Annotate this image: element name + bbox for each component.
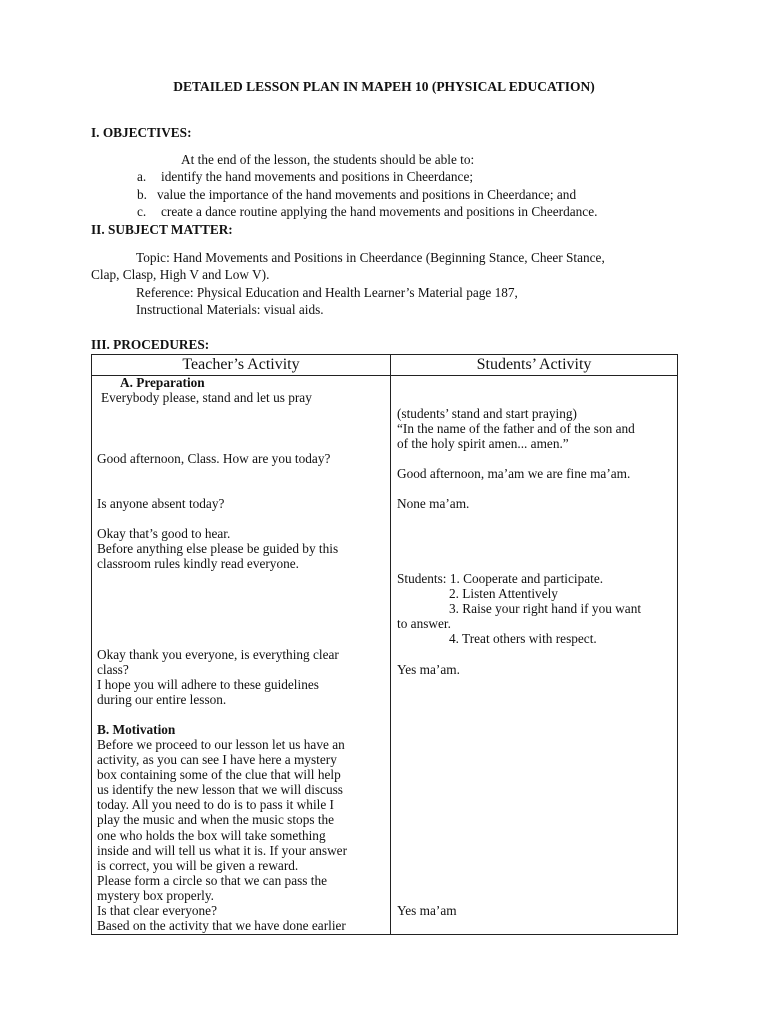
objectives-intro: At the end of the lesson, the students should be able to: — [181, 152, 475, 167]
objective-item-c: create a dance routine applying the hand movements and positions in Cheerdance. — [161, 204, 598, 219]
teacher-adhere-1: I hope you will adhere to these guidelines — [97, 677, 319, 692]
teacher-rules-1: Before anything else please be guided by this — [97, 541, 339, 556]
motivation-line: Before we proceed to our lesson let us have an — [97, 737, 345, 752]
students-rules-2: 2. Listen Attentively — [449, 586, 558, 601]
motivation-line: us identify the new lesson that we will discuss — [97, 782, 343, 797]
motivation-line: mystery box properly. — [97, 888, 214, 903]
teacher-adhere-2: during our entire lesson. — [97, 692, 227, 707]
students-absent-reply: None ma’am. — [397, 496, 470, 511]
objectives-heading: I. OBJECTIVES: — [91, 125, 192, 140]
motivation-line: Please form a circle so that we can pass the — [97, 873, 328, 888]
students-rules-3b: to answer. — [397, 616, 451, 631]
motivation-line: today. All you need to do is to pass it while I — [97, 797, 334, 812]
teacher-absent: Is anyone absent today? — [97, 496, 225, 511]
students-rules-4: 4. Treat others with respect. — [449, 631, 597, 646]
teacher-good-to-hear: Okay that’s good to hear. — [97, 526, 231, 541]
topic-line-2: Clap, Clasp, High V and Low V). — [91, 267, 270, 282]
materials-line: Instructional Materials: visual aids. — [136, 302, 324, 317]
motivation-line: inside and will tell us what it is. If your answer — [97, 843, 348, 858]
objective-marker-b: b. — [137, 187, 147, 202]
students-column-header: Students’ Activity — [476, 356, 592, 373]
objective-item-a: identify the hand movements and positions in Cheerdance; — [161, 169, 474, 184]
motivation-line: play the music and when the music stops the — [97, 812, 335, 827]
motivation-line: Based on the activity that we have done earlier — [97, 918, 346, 933]
topic-line-1: Topic: Hand Movements and Positions in Cheerdance (Beginning Stance, Cheer Stance, — [136, 250, 605, 265]
procedures-heading: III. PROCEDURES: — [91, 337, 210, 352]
teacher-column-header: Teacher’s Activity — [182, 356, 300, 373]
teacher-pray: Everybody please, stand and let us pray — [101, 390, 312, 405]
students-rules-1: Students: 1. Cooperate and participate. — [397, 571, 604, 586]
motivation-line: box containing some of the clue that will help — [97, 767, 341, 782]
motivation-line: activity, as you can see I have here a mystery — [97, 752, 337, 767]
students-rules-3: 3. Raise your right hand if you want — [449, 601, 642, 616]
students-praying-3: of the holy spirit amen... amen.” — [397, 436, 569, 451]
motivation-heading: B. Motivation — [97, 722, 176, 737]
students-praying-1: (students’ stand and start praying) — [397, 406, 577, 421]
students-praying-2: “In the name of the father and of the son and — [397, 421, 635, 436]
teacher-clear-1: Okay thank you everyone, is everything clear — [97, 647, 339, 662]
objective-item-b: value the importance of the hand movements and positions in Cheerdance; and — [157, 187, 577, 202]
objective-marker-c: c. — [137, 204, 147, 219]
students-greeting-reply: Good afternoon, ma’am we are fine ma’am. — [397, 466, 631, 481]
students-motivation-reply: Yes ma’am — [397, 903, 457, 918]
teacher-rules-2: classroom rules kindly read everyone. — [97, 556, 299, 571]
preparation-heading: A. Preparation — [120, 375, 205, 390]
column-divider — [390, 355, 391, 934]
document-title: DETAILED LESSON PLAN IN MAPEH 10 (PHYSICAL EDUCATION) — [173, 79, 595, 94]
objective-marker-a: a. — [137, 169, 147, 184]
motivation-line: is correct, you will be given a reward. — [97, 858, 299, 873]
subject-matter-heading: II. SUBJECT MATTER: — [91, 222, 233, 237]
procedures-table — [91, 354, 678, 935]
students-clear-reply: Yes ma’am. — [397, 662, 460, 677]
teacher-clear-2: class? — [97, 662, 129, 677]
motivation-line: Is that clear everyone? — [97, 903, 217, 918]
reference-line: Reference: Physical Education and Health Learner’s Material page 187, — [136, 285, 518, 300]
motivation-line: one who holds the box will take something — [97, 828, 326, 843]
teacher-greeting: Good afternoon, Class. How are you today? — [97, 451, 331, 466]
